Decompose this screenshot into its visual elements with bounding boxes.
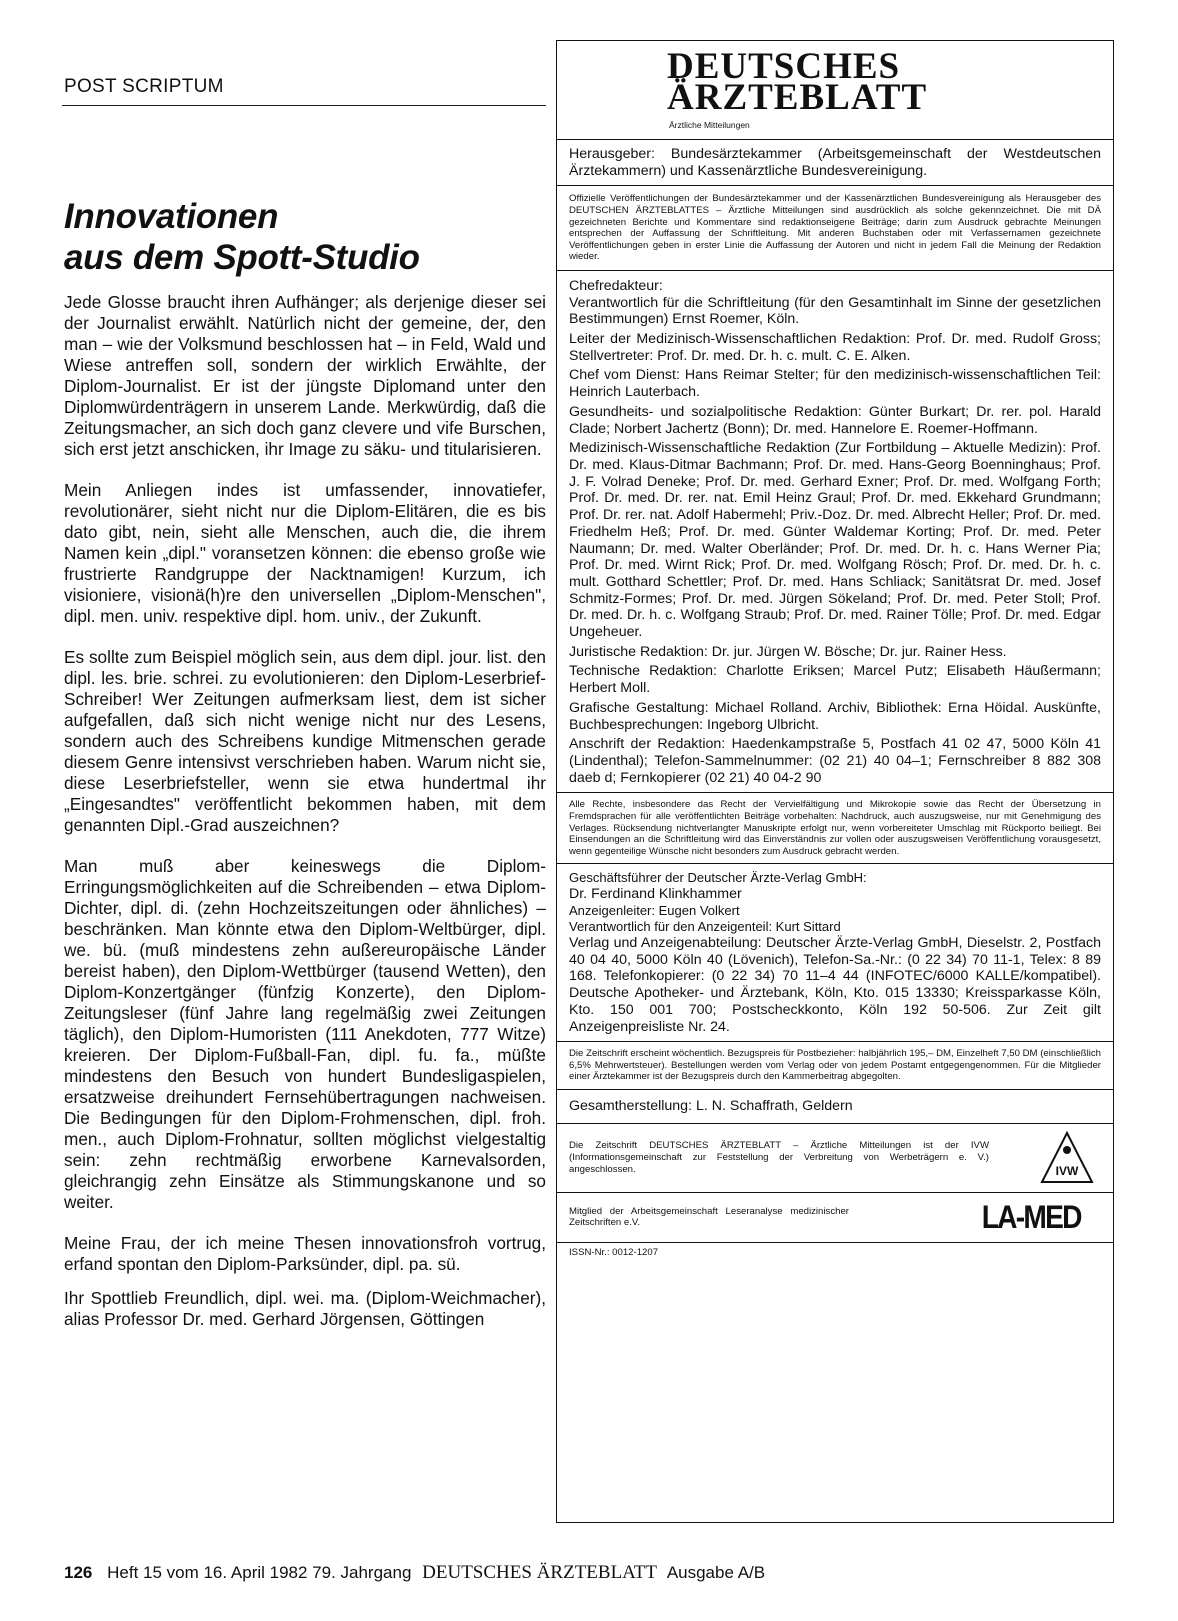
masthead-subtitle: Ärztliche Mitteilungen	[669, 120, 750, 130]
production-block	[557, 1090, 1113, 1124]
production-text: Gesamtherstellung: L. N. Schaffrath, Geldern	[569, 1098, 853, 1115]
lamed-logo: LA-MED	[981, 1198, 1081, 1235]
editorial-entry: Leiter der Medizinisch-Wissenschaftlichen Redaktion: Prof. Dr. med. Rudolf Gross; Stellvertreter: Prof. Dr. med. Dr. h. c. mult. C. E. Alken.	[569, 331, 1101, 364]
editorial-entry: Juristische Redaktion: Dr. jur. Jürgen W. Bösche; Dr. jur. Rainer Hess.	[569, 643, 1007, 660]
page-footer	[64, 1562, 765, 1584]
svg-text:IVW: IVW	[1055, 1163, 1079, 1178]
article-paragraph: Man muß aber keineswegs die Diplom-Erringungsmöglichkeiten auf die Schreibenden – etwa Diplom-Dichter, dipl. di. (zehn Hochzeitszeitungen oder ähnliches) – beschränken. Man könnte etwa den Diplom-Weltbürger, dipl. we. bü. (muß mindestens zehn außereuropäische Länder bereist haben), den Diplom-Wettbürger (tausend Wetten), den Diplom-Konzertgänger (fünfzig Konzerte), den Diplom-Zeitungsleser (fünf Jahre lang regelmäßig zwei Zeitungen täglich), den Diplom-Humoristen (111 Anekdoten, 777 Witze) kreieren. Der Diplom-Fußball-Fan, dipl. fu. fa., müßte mindestens den Besuch von hundert Bundesligaspielen, ersatzweise dreihundert Fernsehübertragungen nachweisen. Die Bedingungen für den Diplom-Frohmenschen, dipl. froh. men., auch Diplom-Frohnatur, sollten möglichst vielgestaltig sein: zehn rechtmäßig erworbene Karnevalsorden, gleichrangig zehn Einsätze als Stimmungskanone und so weiter.	[64, 856, 546, 1212]
masthead	[557, 41, 1113, 140]
official-notice-text: Offizielle Veröffentlichungen der Bundesärztekammer und der Kassenärztlichen Bundesvereinigung als Herausgeber des DEUTSCHEN ÄRZTEBLATTES – Ärztliche Mitteilungen sind ausdrücklich als solche gekennzeichnet. Die mit DÄ gezeichneten Berichte und Kommentare sind redaktionseigene Beiträge; darin zum Ausdruck gebrachte Meinungen entsprechen der Auffassung der Schriftleitung. Mit anderen Buchstaben oder mit Verfassernamen gezeichnete Veröffentlichungen geben in erster Linie die Auffassung der Autoren und nicht in jedem Fall die Meinung der Redaktion wieder.	[569, 193, 1101, 263]
editorial-entry: Verantwortlich für die Schriftleitung (für den Gesamtinhalt im Sinne der gesetzlichen Bestimmungen) Ernst Roemer, Köln.	[569, 294, 1101, 328]
management-label: Geschäftsführer der Deutscher Ärzte-Verlag GmbH:	[569, 870, 867, 886]
management-name: Dr. Ferdinand Klinkhammer	[569, 886, 742, 903]
masthead-title: DEUTSCHES ÄRZTEBLATT	[667, 46, 928, 118]
publisher-address: Verlag und Anzeigenabteilung: Deutscher Ärzte-Verlag GmbH, Dieselstr. 2, Postfach 40 04 40, 5000 Köln 40 (Lövenich), Telefon-Sa.-Nr.: (0 22 34) 70 11-1, Telex: 8 89 168. Telefonkopierer: (0 22 34) 70 11–4 44 (INFOTEC/6000 KALLE/kompatibel). Deutsche Apotheker- und Ärztebank, Köln, Kto. 015 13330; Kreissparkasse Köln, Kto. 150 001 700; Postscheckkonto, Köln 192 50-506. Zur Zeit gilt Anzeigenpreisliste Nr. 24.	[569, 935, 1101, 1035]
section-label: POST SCRIPTUM	[64, 76, 224, 97]
subscription-block	[557, 1042, 1113, 1090]
edition-info: Ausgabe A/B	[666, 1563, 766, 1582]
editorial-entry: Chef vom Dienst: Hans Reimar Stelter; für den medizinisch-wissenschaftlichen Teil: Heinrich Lauterbach.	[569, 367, 1101, 401]
publisher-management-block	[557, 864, 1113, 1042]
headline-line-1: Innovationen	[64, 197, 279, 236]
issn-block	[557, 1243, 1113, 1263]
article-paragraph: Mein Anliegen indes ist umfassender, innovatiefer, revolutionärer, sieht nicht nur die Diplom-Elitären, die es bis dato gibt, nein, sieht alle Menschen, auch die, die ihrem Namen kein „dipl." voransetzen können: die ebenso große wie frustrierte Randgruppe der Nacktnamigen! Kurzum, ich visioniere, visionä(h)re den universellen „Diplom-Menschen", dipl. men. univ. respektive dipl. hom. univ., der Zukunft.	[64, 480, 546, 626]
ivw-block	[557, 1124, 1113, 1193]
publisher-block	[557, 140, 1113, 186]
article-column	[64, 196, 546, 1350]
editorial-block	[557, 271, 1113, 793]
editorial-entry: Grafische Gestaltung: Michael Rolland. Archiv, Bibliothek: Erna Höidal. Auskünfte, Buchbesprechungen: Ingeborg Ulbricht.	[569, 699, 1101, 733]
editorial-entry: Technische Redaktion: Charlotte Eriksen; Marcel Putz; Elisabeth Häußermann; Herbert Moll.	[569, 663, 1101, 697]
page-number: 126	[64, 1563, 93, 1582]
issue-info: Heft 15 vom 16. April 1982 79. Jahrgang	[107, 1563, 412, 1582]
subscription-text: Die Zeitschrift erscheint wöchentlich. Bezugspreis für Postbezieher: halbjährlich 195,– DM, Einzelheft 7,50 DM (einschließlich 6,5% Mehrwertsteuer). Bestellungen werden vom Verlag oder von jedem Postamt entgegengenommen. Für die Mitglieder einer Ärztekammer ist der Bezugspreis durch den Kammerbeitrag abgegolten.	[569, 1048, 1101, 1083]
official-notice-block	[557, 186, 1113, 271]
article-signature: Ihr Spottlieb Freundlich, dipl. wei. ma. (Diplom-Weichmacher), alias Professor Dr. med. Gerhard Jörgensen, Göttingen	[64, 1288, 546, 1329]
editorial-entry: Gesundheits- und sozialpolitische Redaktion: Günter Burkart; Dr. rer. pol. Harald Clade; Norbert Jachertz (Bonn); Dr. med. Hannelore E. Roemer-Hoffmann.	[569, 403, 1101, 437]
article-paragraph: Es sollte zum Beispiel möglich sein, aus dem dipl. jour. list. den dipl. les. brie. schrei. zu evolutionieren: den Diplom-Leserbrief-Schreiber! Wer Zeitungen aufmerksam liest, dem ist sicher aufgefallen, daß sich nicht wenige nicht nur des Lesens, sondern auch des Schreibens kundige Mitmenschen gerade diesem Genre intensivst verschrieben haben. Warum nicht sie, diese Leserbriefsteller, wenn sie etwa hundertmal ihr „Eingesandtes" veröffentlicht bekommen haben, mit dem genannten Dipl.-Grad auszeichnen?	[64, 647, 546, 835]
article-paragraph: Jede Glosse braucht ihren Aufhänger; als derjenige dieser sei der Journalist erwählt. Natürlich nicht der gemeine, der, den man – wie der Volksmund beschlossen hat – in Feld, Wald und Wiese antreffen soll, sondern der wirklich Erwählte, der Diplom-Journalist. Er ist der jüngste Diplomand unter den Diplomwürdenträgern in unserem Lande. Merkwürdig, daß die Zeitungsmacher, an sich doch ganz clevere und vife Burschen, sich erst jetzt anschicken, ihr Image zu säku- und titularisieren.	[64, 292, 546, 459]
issn-text: ISSN-Nr.: 0012-1207	[569, 1246, 659, 1258]
publisher-text: Herausgeber: Bundesärztekammer (Arbeitsgemeinschaft der Westdeutschen Ärztekammern) und Kassenärztliche Bundesvereinigung.	[569, 146, 1101, 179]
ivw-text: Die Zeitschrift DEUTSCHES ÄRZTEBLATT – Ärztliche Mitteilungen ist der IVW (Informationsgemeinschaft zur Feststellung der Verbreitung von Werbeträgern e. V.) angeschlossen.	[569, 1140, 989, 1175]
ad-responsible-label: Verantwortlich für den Anzeigenteil: Kurt Sittard	[569, 919, 841, 935]
editor-in-chief-label: Chefredakteur:	[569, 277, 663, 294]
section-divider	[62, 105, 546, 106]
article-headline	[64, 196, 546, 278]
editorial-entry: Medizinisch-Wissenschaftliche Redaktion (Zur Fortbildung – Aktuelle Medizin): Prof. Dr. med. Klaus-Ditmar Bachmann; Prof. Dr. med. Hans-Georg Boenninghaus; Prof. J. F. Volrad Deneke; Prof. Dr. med. Gerhard Exner; Prof. Dr. med. Wolfgang Forth; Prof. Dr. med. Dr. rer. nat. Emil Heinz Graul; Prof. Dr. med. Ekkehard Grundmann; Prof. Dr. rer. nat. Adolf Habermehl; Priv.-Doz. Dr. med. Albrecht Heller; Prof. Dr. med. Friedhelm Heß; Prof. Dr. med. Günter Waldemar Korting; Prof. Dr. med. Peter Naumann; Dr. med. Walter Oberländer; Prof. Dr. med. Dr. h. c. Hans Werner Pia; Prof. Dr. med. Wirnt Rick; Prof. Dr. med. Wolfgang Rösch; Prof. Dr. med. Dr. h. c. mult. Gotthard Schettler; Prof. Dr. med. Hans Schliack; Sanitätsrat Dr. med. Josef Schmitz-Formes; Prof. Dr. med. Jürgen Sökeland; Prof. Dr. med. Peter Stoll; Prof. Dr. med. Dr. h. c. Wolfgang Straub; Prof. Dr. med. Rainer Tölle; Prof. Dr. med. Edgar Ungeheuer.	[569, 440, 1101, 641]
rights-block	[557, 793, 1113, 864]
ivw-logo-icon	[1039, 1130, 1095, 1186]
journal-name: DEUTSCHES ÄRZTEBLATT	[422, 1562, 658, 1583]
headline-line-2: aus dem Spott-Studio	[64, 238, 420, 277]
ad-manager-label: Anzeigenleiter: Eugen Volkert	[569, 903, 740, 919]
editorial-address: Anschrift der Redaktion: Haedenkampstraße 5, Postfach 41 02 47, 5000 Köln 41 (Lindenthal); Telefon-Sammelnummer: (02 21) 40 04–1; Fernschreiber 8 882 308 daeb d; Fernkopierer (02 21) 40 04-2 90	[569, 736, 1101, 786]
article-paragraph: Meine Frau, der ich meine Thesen innovationsfroh vortrug, erfand spontan den Diplom-Parksünder, dipl. pa. sü.	[64, 1233, 546, 1274]
lamed-text: Mitglied der Arbeitsgemeinschaft Leseranalyse medizinischer Zeitschriften e.V.	[569, 1205, 849, 1229]
lamed-block	[557, 1193, 1113, 1243]
imprint-box	[556, 40, 1114, 1523]
rights-text: Alle Rechte, insbesondere das Recht der Vervielfältigung und Mikrokopie sowie das Recht der Übersetzung in Fremdsprachen für alle veröffentlichten Beiträge vorbehalten: Nachdruck, auch auszugsweise, nur mit Genehmigung des Verlages. Rücksendung nichtverlangter Manuskripte erfolgt nur, wenn vorbereiteter Umschlag mit Rückporto beiliegt. Bei Einsendungen an die Schriftleitung wird das Einverständnis zur vollen oder auszugsweisen Veröffentlichung vorausgesetzt, wenn gegenteilige Wünsche nicht besonders zum Ausdruck gebracht werden.	[569, 799, 1101, 857]
